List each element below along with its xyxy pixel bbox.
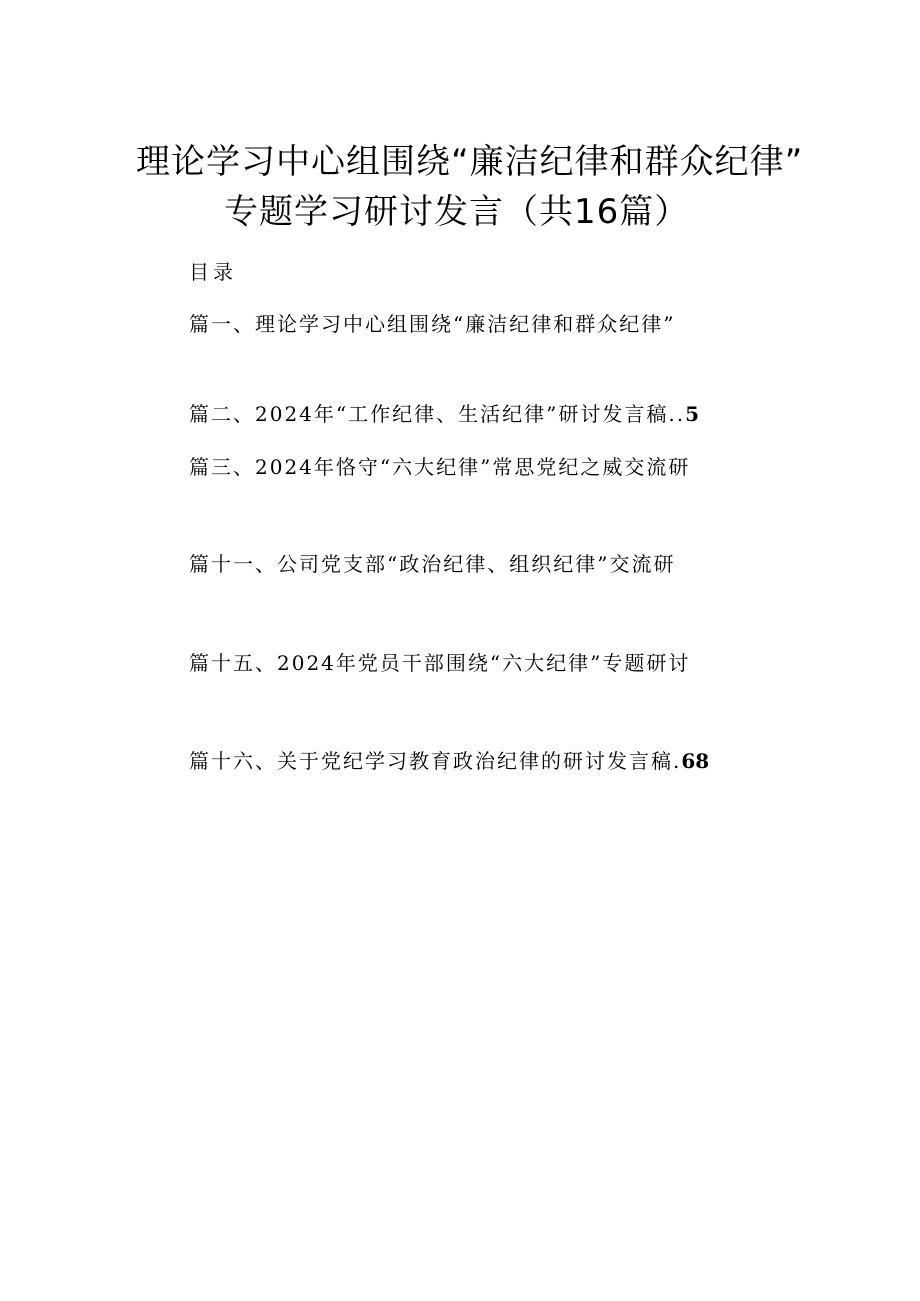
toc-entry-page: 5	[685, 402, 699, 426]
toc-entry-2[interactable]	[189, 398, 699, 427]
toc-heading: 目录	[189, 260, 237, 284]
toc-entry-4[interactable]	[189, 548, 675, 577]
toc-entry-6[interactable]	[189, 745, 709, 774]
toc-entry-3[interactable]	[189, 451, 690, 480]
toc-entry-text: 篇十六、关于党纪学习教育政治纪律的研讨发言稿.	[189, 749, 682, 773]
document-title-line-2: 专题学习研讨发言（共16篇）	[224, 192, 690, 232]
toc-entry-1[interactable]	[189, 308, 675, 337]
toc-entry-5[interactable]	[189, 647, 690, 676]
toc-entry-page: 68	[681, 749, 710, 773]
toc-entry-text: 篇三、2024年恪守“六大纪律”常思党纪之威交流研	[189, 455, 691, 479]
toc-entry-text: 篇一、理论学习中心组围绕“廉洁纪律和群众纪律”	[189, 312, 676, 336]
toc-entry-text: 篇二、2024年“工作纪律、生活纪律”研讨发言稿..	[189, 402, 686, 426]
toc-entry-text: 篇十一、公司党支部“政治纪律、组织纪律”交流研	[189, 552, 676, 576]
toc-entry-text: 篇十五、2024年党员干部围绕“六大纪律”专题研讨	[189, 651, 691, 675]
document-title-line-1: 理论学习中心组围绕“廉洁纪律和群众纪律”	[136, 142, 804, 182]
